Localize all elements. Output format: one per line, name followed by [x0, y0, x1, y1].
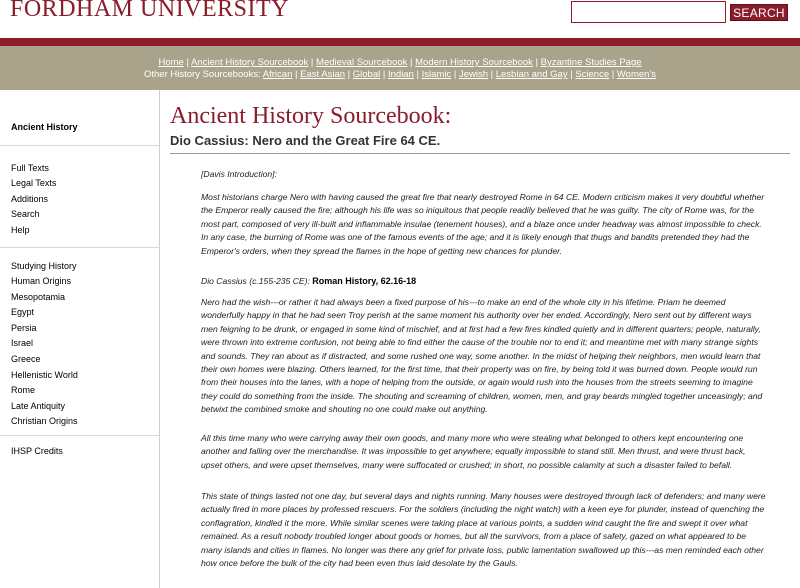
- nav-separator: |: [410, 57, 416, 68]
- nav-separator: |: [490, 69, 496, 80]
- nav-link-ancient[interactable]: Ancient History Sourcebook: [191, 57, 309, 68]
- sourcebook-nav: [0, 46, 800, 90]
- sidebar-item-full-texts[interactable]: Full Texts: [11, 163, 49, 173]
- sidebar-item-legal-texts[interactable]: Legal Texts: [11, 178, 57, 188]
- sidebar-section-title[interactable]: Ancient History: [11, 122, 78, 132]
- search-button[interactable]: SEARCH: [730, 4, 788, 21]
- title-divider: [170, 153, 790, 154]
- source-citation: [201, 275, 767, 288]
- sidebar-item-search[interactable]: Search: [11, 209, 40, 219]
- text-paragraph-3: This state of things lasted not one day, but several days and nights running. Many houses were destroyed through lack of defenders; and many were actually fired in more places by professed rescuers. For the soldiers (including the night watch) with a keen eye for plunder, instead of quenching the conflagration, kindled it the more. While similar scenes were taking place at various points, a sudden wind caught the fire and swept it over what remained. As a result nobody troubled longer about goods or homes, but all the survivors, from a place of safety, gazed on what appeared to be many islands and cities in flames. No longer was there any grief for private loss, public lamentation swallowed up this---as men reminded each other how once before the bulk of the city had been even thus laid desolate by the Gauls.: [201, 491, 766, 569]
- nav-link-byzantine[interactable]: Byzantine Studies Page: [540, 57, 642, 68]
- intro-paragraph: Most historians charge Nero with having caused the great fire that nearly destroyed Rome in 64 CE. Modern criticism makes it very doubtful whether the Emperor really caused the fire; although his life was so iniquitous that people readily believed that he was guilty. The city of Rome was, for the most part, composed of very ill-built and inflammable insulae (tenement houses), and a blaze once under headway was almost impossible to check. In any case, the burning of Rome was one of the famous events of the age; and it is likely enough that thugs and bandits pretended they had the Emperor's orders, when they spread the flames in the hope of getting new chances for plunder.: [201, 192, 765, 256]
- header-divider: [0, 38, 800, 46]
- nav-link-science[interactable]: Science: [575, 69, 610, 80]
- nav-link-lesbian-gay[interactable]: Lesbian and Gay: [495, 69, 568, 80]
- nav-separator: |: [382, 69, 388, 80]
- nav-separator: |: [416, 69, 422, 80]
- source-title: Roman History, 62.16-18: [312, 276, 417, 286]
- nav-line-other: [0, 69, 800, 80]
- sidebar-item-persia[interactable]: Persia: [11, 323, 37, 333]
- main-content: [160, 90, 800, 588]
- nav-link-global[interactable]: Global: [352, 69, 381, 80]
- nav-link-home[interactable]: Home: [158, 57, 184, 68]
- search-input[interactable]: [571, 1, 726, 23]
- nav-link-medieval[interactable]: Medieval Sourcebook: [316, 57, 408, 68]
- intro-label: [Davis Introduction]:: [201, 169, 277, 179]
- fordham-logo[interactable]: FORDHAM UNIVERSITY: [10, 0, 290, 22]
- sidebar-item-christian-origins[interactable]: Christian Origins: [11, 416, 78, 426]
- nav-other-label: Other History Sourcebooks:: [143, 69, 263, 80]
- sidebar-item-human-origins[interactable]: Human Origins: [11, 276, 72, 286]
- sidebar: [0, 90, 160, 588]
- text-paragraph-2: All this time many who were carrying away their own goods, and many more who were stealing what belonged to others kept encountering one another and falling over the merchandise. It was impossible to get anywhere; equally impossible to stand still. Men thrust, and were thrust back, upset others, and were upset themselves, many were suffocated or crushed; in short, no possible calamity at such a disaster failed to befall.: [201, 433, 746, 470]
- sidebar-item-greece[interactable]: Greece: [11, 354, 41, 364]
- nav-separator: |: [186, 57, 192, 68]
- sidebar-item-ihsp-credits[interactable]: IHSP Credits: [11, 446, 63, 456]
- sidebar-item-help[interactable]: Help: [11, 225, 30, 235]
- nav-link-jewish[interactable]: Jewish: [458, 69, 488, 80]
- page-title: Ancient History Sourcebook:: [170, 103, 452, 129]
- sidebar-item-egypt[interactable]: Egypt: [11, 307, 35, 317]
- sidebar-item-mesopotamia[interactable]: Mesopotamia: [11, 292, 66, 302]
- sidebar-item-additions[interactable]: Additions: [11, 194, 49, 204]
- sidebar-item-rome[interactable]: Rome: [11, 385, 36, 395]
- text-paragraph-1: Nero had the wish---or rather it had always been a fixed purpose of his---to make an end of the whole city in his lifetime. Priam he deemed wonderfully happy in that he had seen Troy perish at the same moment his authority over her ended. Accordingly, Nero sent out by different ways men feigning to be drunk, or engaged in some kind of mischief, and at first had a few fires kindled quietly and in different quarters; people, naturally, were thrown into extreme confusion, not being able to find either the cause of the trouble nor to end it; and meantime met with many strange sights and sounds. They ran about as if distracted, and some rushed one way, some another. In the midst of helping their neighbors, men would learn that their own homes were blazing. Others learned, for the first time, that their property was on fire, by being told it was burned down. People would run from their houses into the lanes, with a hope of helping from the outside, or again would rush into the houses from the streets seeming to imagine they could do something from the inside. The shouting and screaming of children, women, men, and gray beards mingled together unceasingly; and betwixt the combined smoke and shouting no one could make out anything.: [201, 297, 763, 415]
- nav-link-indian[interactable]: Indian: [387, 69, 414, 80]
- nav-link-african[interactable]: African: [262, 69, 293, 80]
- source-author: Dio Cassius (c.155-235 CE):: [201, 276, 313, 286]
- nav-link-womens[interactable]: Women's: [616, 69, 657, 80]
- nav-separator: |: [347, 69, 353, 80]
- nav-separator: |: [453, 69, 459, 80]
- nav-link-east-asian[interactable]: East Asian: [300, 69, 346, 80]
- nav-link-islamic[interactable]: Islamic: [421, 69, 452, 80]
- nav-separator: |: [570, 69, 576, 80]
- nav-separator: |: [295, 69, 301, 80]
- sidebar-item-hellenistic-world[interactable]: Hellenistic World: [11, 370, 78, 380]
- sidebar-item-late-antiquity[interactable]: Late Antiquity: [11, 401, 66, 411]
- page-subtitle: Dio Cassius: Nero and the Great Fire 64 CE.: [170, 133, 441, 148]
- sidebar-item-israel[interactable]: Israel: [11, 338, 34, 348]
- nav-separator: |: [310, 57, 317, 68]
- nav-separator: |: [535, 57, 541, 68]
- nav-separator: |: [611, 69, 617, 80]
- sidebar-item-studying-history[interactable]: Studying History: [11, 261, 77, 271]
- sidebar-divider: [0, 145, 160, 146]
- nav-line-primary: [0, 57, 800, 68]
- sidebar-divider: [0, 247, 160, 248]
- sidebar-divider: [0, 435, 160, 436]
- site-header: [0, 0, 800, 38]
- nav-link-modern[interactable]: Modern History Sourcebook: [415, 57, 533, 68]
